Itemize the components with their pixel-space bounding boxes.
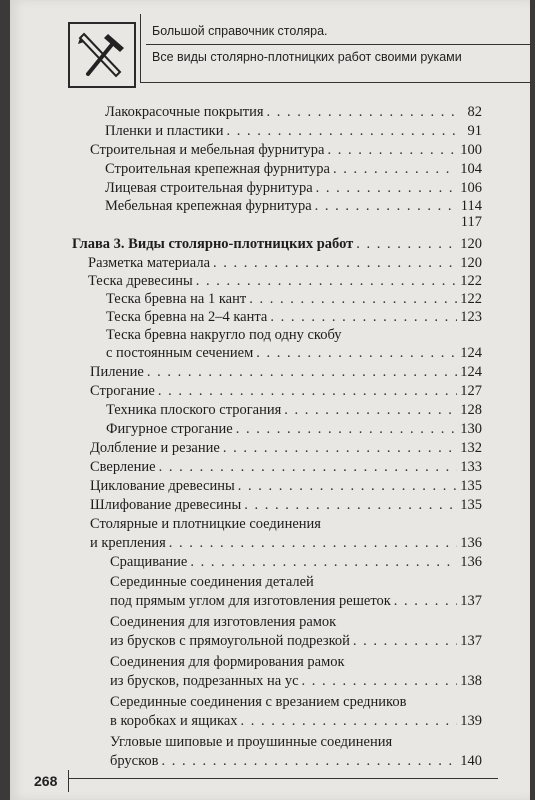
toc-entry: Лицевая строительная фурнитура . . . 106 — [105, 180, 482, 197]
toc-entry-line1: Соединения для формирования рамок — [110, 654, 345, 670]
toc-entry-line1: Теска бревна накругло под одну скобу — [106, 327, 342, 343]
toc-entry: Пленки и пластики . . . 91 — [105, 123, 482, 140]
toc-entry: и крепления . . . 136 — [90, 535, 482, 552]
toc-entry: под прямым углом для изготовления решеток . . . 137 — [110, 593, 482, 610]
book-page — [10, 0, 530, 800]
toc-entry: Строгание . . . 127 — [90, 383, 482, 400]
toc-entry: Разметка материала . . . 120 — [88, 255, 482, 272]
toc-entry: Сращивание . . . 136 — [110, 554, 482, 571]
toc-entry: из брусков, подрезанных на ус . . . 138 — [110, 673, 482, 690]
toc-entry: Фигурное строгание . . . 130 — [106, 421, 482, 438]
header-title: Большой справочник столяра. — [152, 24, 328, 38]
toc-entry: Циклование древесины . . . 135 — [90, 478, 482, 495]
toc-entry: Лакокрасочные покрытия . . . 82 — [105, 104, 482, 121]
toc-entry-line1: Серединные соединения с врезанием средников — [110, 694, 407, 710]
toc-entry: брусков . . . 140 — [110, 753, 482, 770]
toc-entry: 117 — [460, 214, 482, 230]
toc-entry: с постоянным сечением . . . 124 — [106, 345, 482, 362]
header-bottom-rule — [140, 82, 531, 83]
toc-entry: Строительная и мебельная фурнитура . . . 100 — [90, 142, 482, 159]
toc-entry: Теска бревна на 1 кант . . . 122 — [106, 291, 482, 308]
toc-entry-line1: Угловые шиповые и проушинные соединения — [110, 734, 393, 750]
toc-entry: Шлифование древесины . . . 135 — [90, 497, 482, 514]
toc-entry: Техника плоского строгания . . . 128 — [106, 402, 482, 419]
page-number: 268 — [34, 770, 69, 792]
toc-chapter-heading: Глава 3. Виды столярно-плотницких работ . . . 120 — [72, 236, 482, 253]
toc-entry: Пиление . . . 124 — [90, 364, 482, 381]
toc-entry: Мебельная крепежная фурнитура . . . 114 — [105, 198, 482, 215]
toc-entry: Теска древесины . . . 122 — [88, 273, 482, 290]
header-rule — [146, 44, 531, 45]
toc-entry: из брусков с прямоугольной подрезкой . . . 137 — [110, 633, 482, 650]
running-header — [68, 14, 528, 84]
toc-entry: Сверление . . . 133 — [90, 459, 482, 476]
toc-entry-line1: Столярные и плотницкие соединения — [90, 516, 321, 532]
hammer-saw-icon — [68, 22, 136, 88]
toc-entry-line1: Соединения для изготовления рамок — [110, 614, 337, 630]
footer-rule — [68, 778, 498, 779]
header-subtitle: Все виды столярно-плотницких работ своими руками — [152, 50, 462, 64]
toc-entry-line1: Серединные соединения деталей — [110, 574, 314, 590]
header-vertical-rule — [140, 14, 141, 82]
toc-entry: в коробках и ящиках . . . 139 — [110, 713, 482, 730]
toc-entry: Теска бревна на 2–4 канта . . . 123 — [106, 309, 482, 326]
toc-entry: Долбление и резание . . . 132 — [90, 440, 482, 457]
toc-entry: Строительная крепежная фурнитура . . . 104 — [105, 161, 482, 178]
